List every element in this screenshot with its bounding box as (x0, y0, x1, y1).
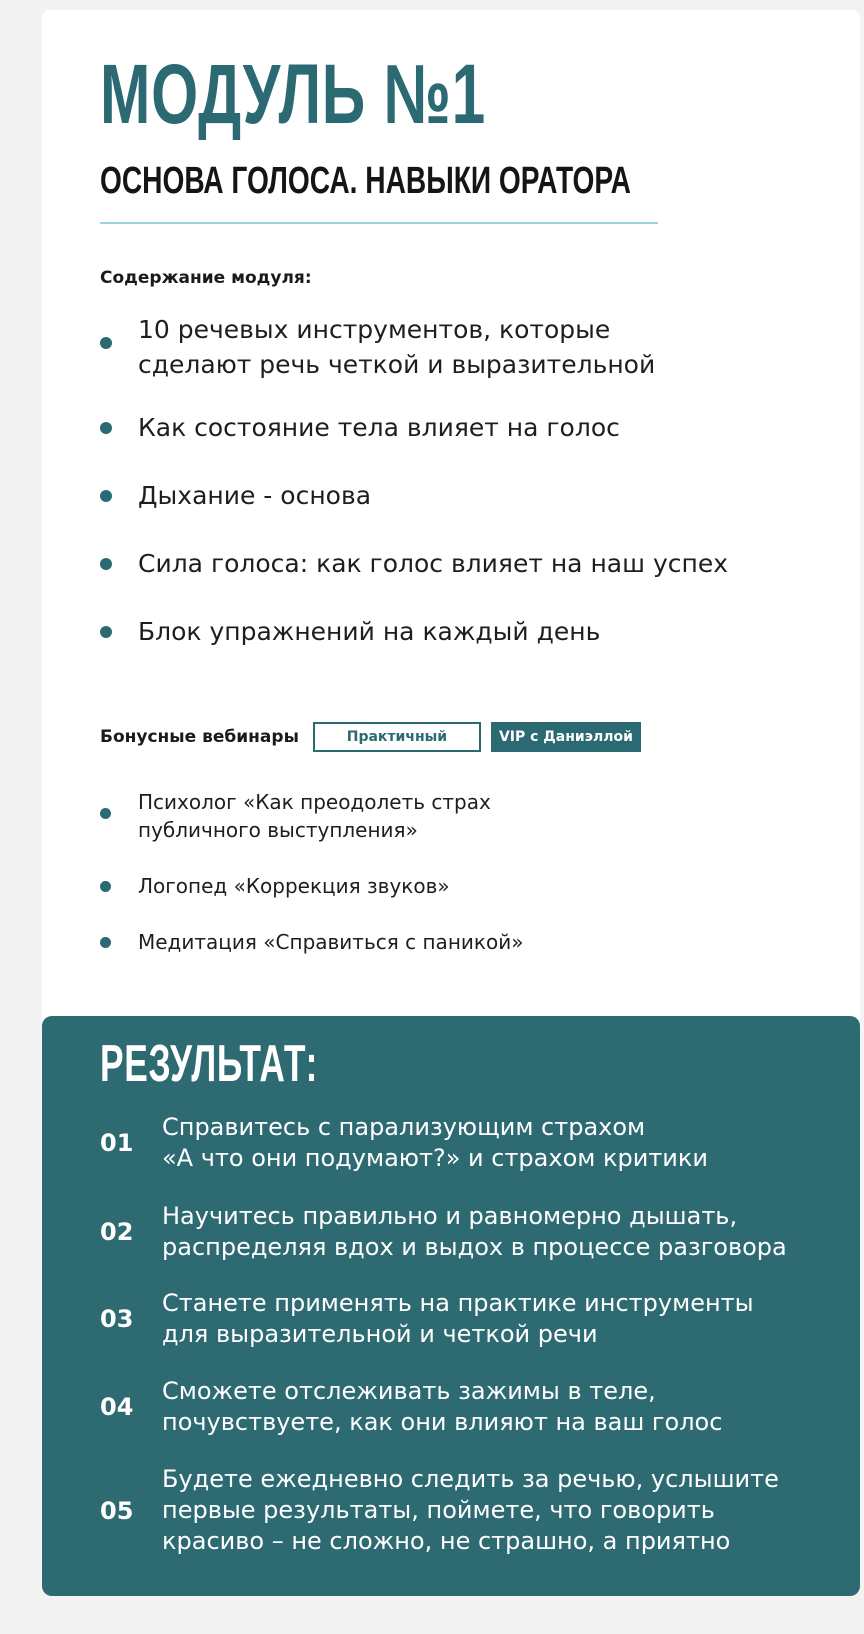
bullet-dot-icon (100, 881, 111, 892)
list-item: Медитация «Справиться с паникой» (100, 928, 523, 956)
list-item: Сила голоса: как голос влияет на наш успех (100, 546, 728, 581)
result-text: Будете ежедневно следить за речью, услышите первые результаты, поймете, что говорить красиво – не сложно, не страшно, а приятно (162, 1465, 779, 1555)
list-item: Блок упражнений на каждый день (100, 614, 728, 649)
result-item (100, 1112, 708, 1174)
result-number: 03 (100, 1305, 134, 1333)
tag-practical[interactable]: Практичный (313, 722, 481, 752)
list-item: Психолог «Как преодолеть страх публичного выступления» (100, 788, 523, 844)
tag-vip[interactable]: VIP с Даниэллой (491, 722, 641, 752)
content-label: Содержание модуля: (100, 268, 312, 288)
result-text: Сможете отслеживать зажимы в теле, почувствуете, как они влияют на ваш голос (162, 1377, 723, 1436)
bullet-dot-icon (100, 337, 112, 349)
module-subtitle: ОСНОВА ГОЛОСА. НАВЫКИ ОРАТОРА (100, 160, 631, 202)
bullet-dot-icon (100, 490, 112, 502)
bullet-dot-icon (100, 422, 112, 434)
list-item: Дыхание - основа (100, 478, 728, 513)
result-item (100, 1464, 779, 1557)
bullet-dot-icon (100, 808, 111, 819)
content-list (100, 312, 728, 649)
result-text: Справитесь с парализующим страхом «А что они подумают?» и страхом критики (162, 1113, 708, 1172)
result-panel (42, 1016, 860, 1596)
result-item (100, 1201, 787, 1263)
result-number: 02 (100, 1218, 134, 1246)
list-item: 10 речевых инструментов, которые сделают речь четкой и выразительной (100, 312, 728, 382)
result-number: 05 (100, 1496, 134, 1525)
bonus-row (100, 722, 641, 752)
module-title: МОДУЛЬ №1 (100, 47, 487, 141)
result-number: 04 (100, 1393, 134, 1421)
result-title: РЕЗУЛЬТАТ: (100, 1035, 319, 1093)
bullet-dot-icon (100, 626, 112, 638)
result-item (100, 1288, 754, 1350)
result-item (100, 1376, 722, 1438)
bullet-dot-icon (100, 937, 111, 948)
result-text: Станете применять на практике инструменты для выразительной и четкой речи (162, 1289, 754, 1348)
divider (100, 222, 658, 224)
list-item: Как состояние тела влияет на голос (100, 410, 728, 445)
result-number: 01 (100, 1129, 134, 1157)
bonus-label: Бонусные вебинары (100, 727, 299, 747)
bullet-dot-icon (100, 558, 112, 570)
result-text: Научитесь правильно и равномерно дышать, распределяя вдох и выдох в процессе разговора (162, 1202, 787, 1261)
bonus-list (100, 788, 523, 956)
list-item: Логопед «Коррекция звуков» (100, 872, 523, 900)
